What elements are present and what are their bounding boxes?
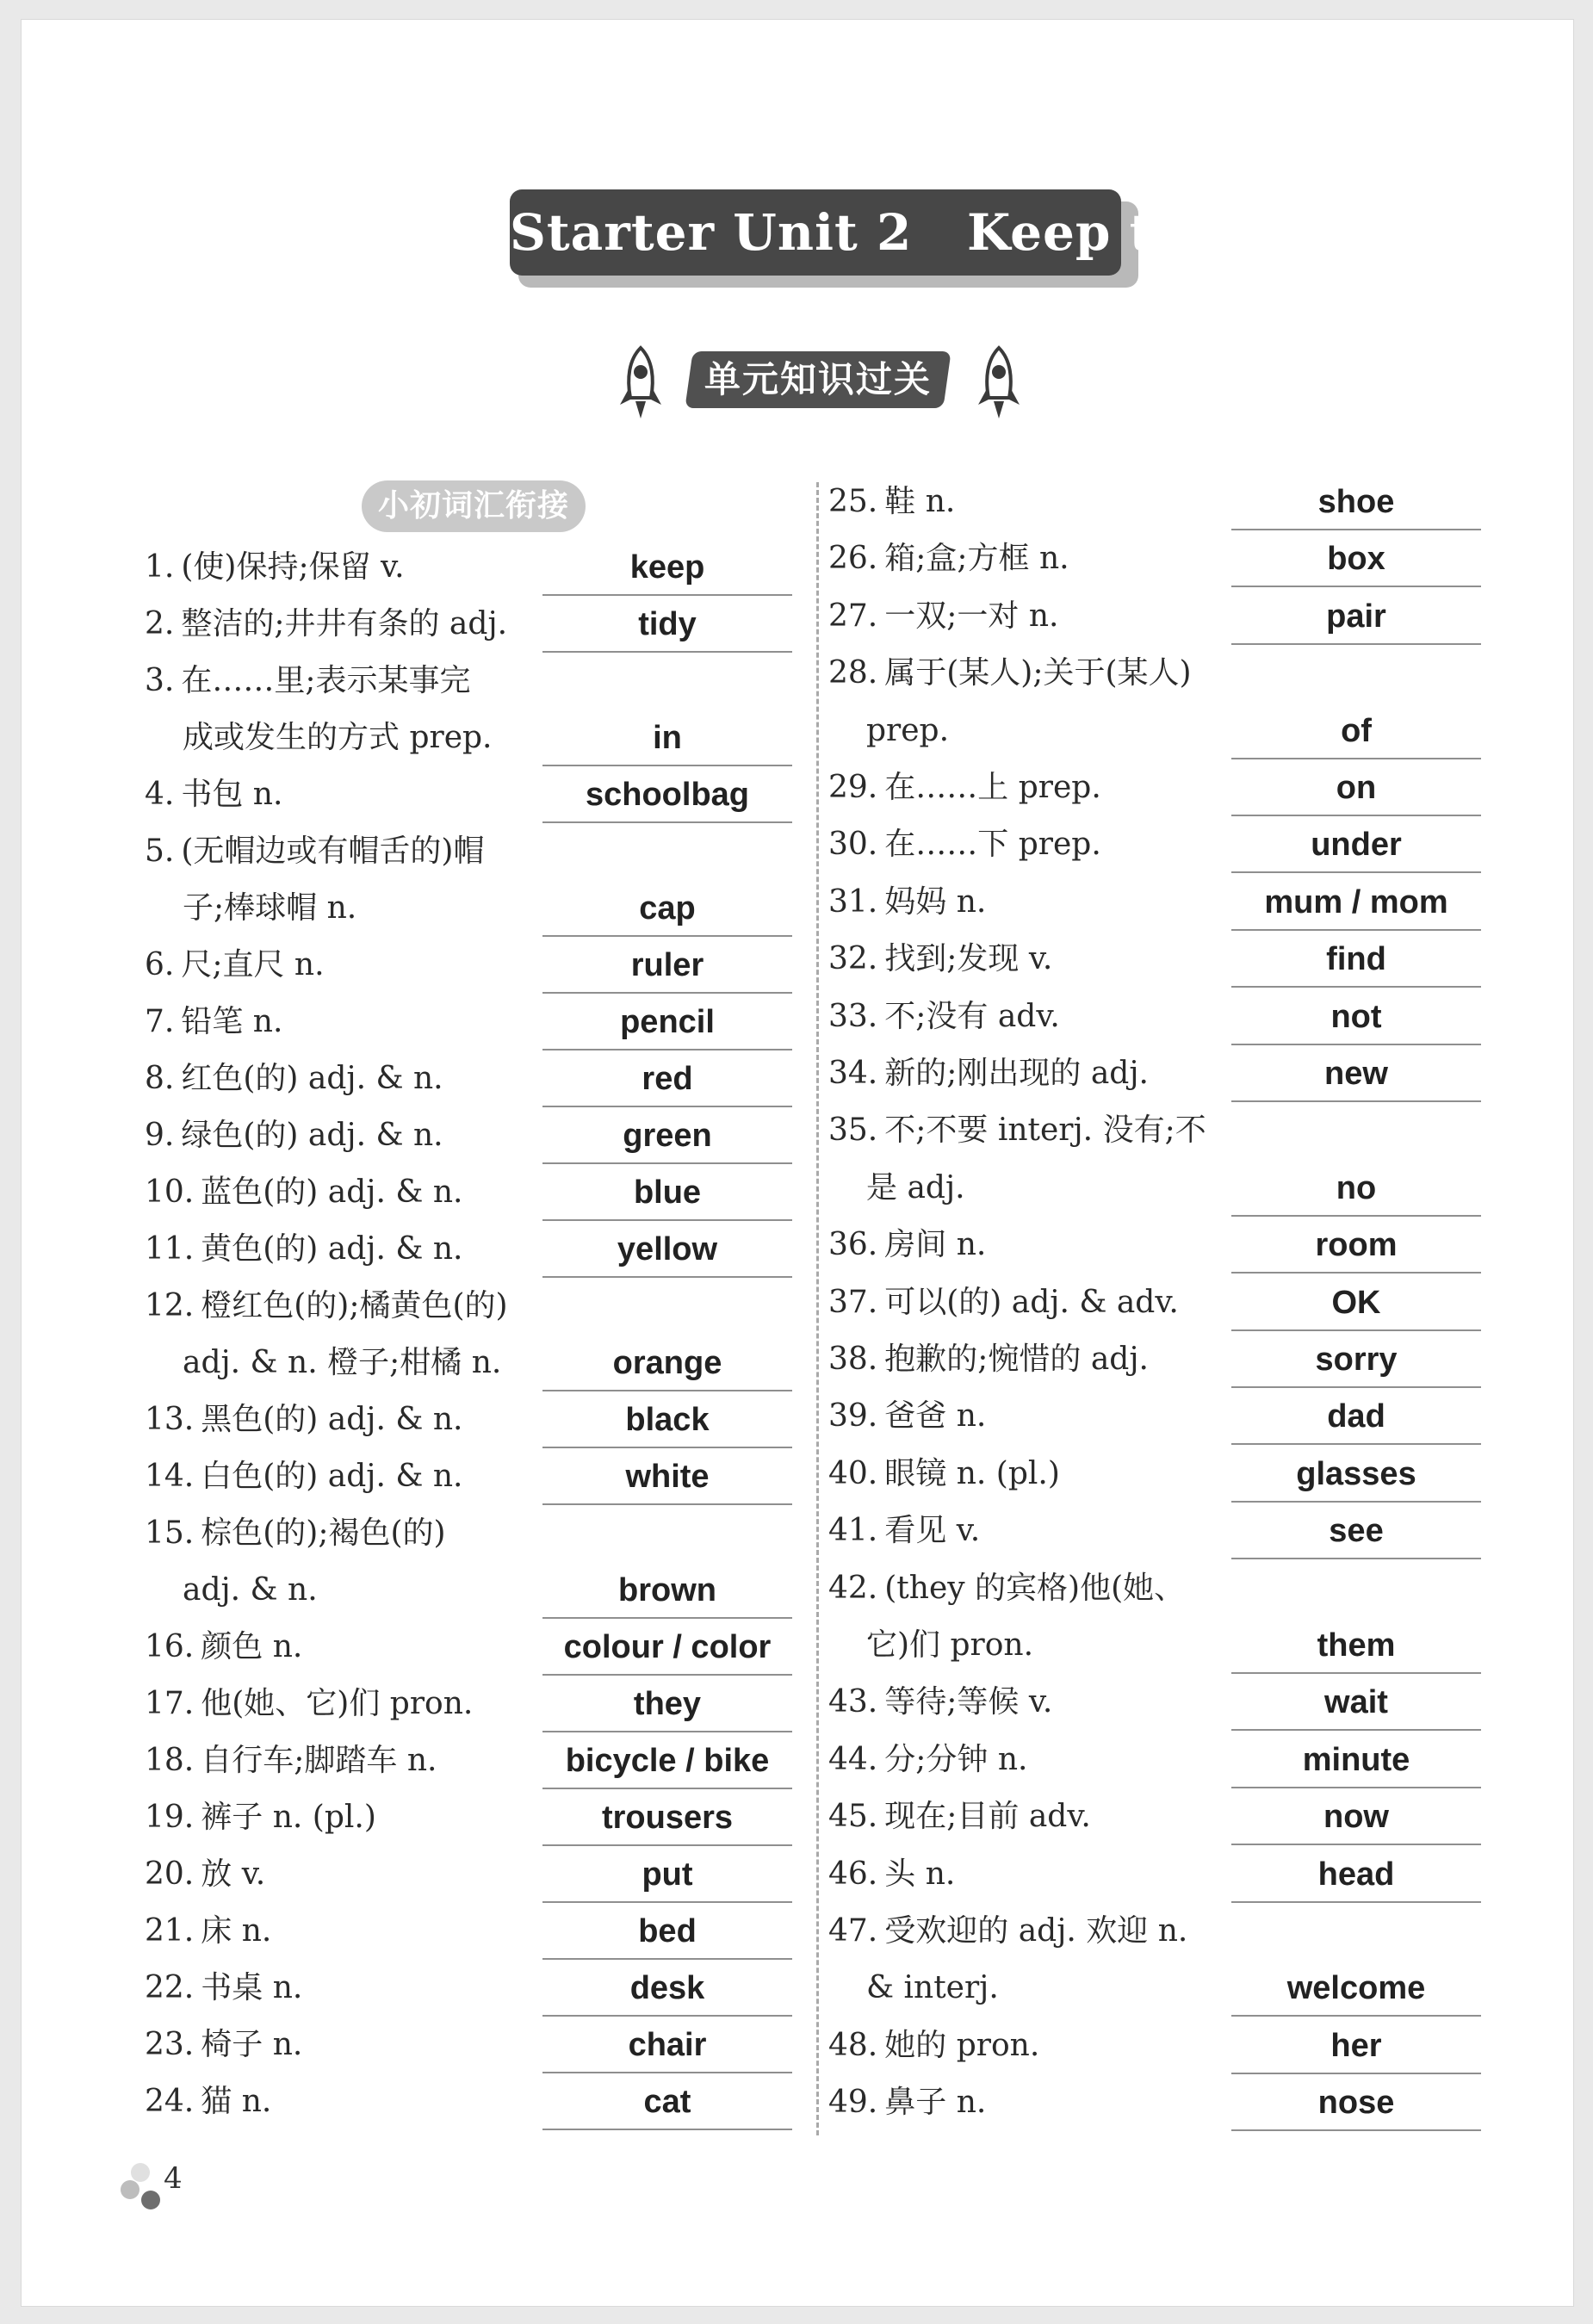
vocab-number: 15. [145,1515,195,1551]
vocab-answer: colour / color [542,1619,792,1676]
vocab-number: 24. [145,2084,195,2119]
vocab-answer: now [1231,1788,1481,1845]
vocab-prompt [145,2017,302,2073]
vocab-definition-continued: 它)们 pron. [866,1627,1034,1663]
vocab-definition: 属于(某人);关于(某人) [884,655,1192,691]
vocab-definition: 她的 pron. [884,2027,1040,2063]
vocab-answer: wait [1231,1674,1481,1731]
vocab-definition: 可以(的) adj. & adv. [884,1284,1179,1320]
vocab-answer: orange [542,1335,792,1391]
vocab-prompt [145,1789,376,1846]
vocab-prompt [145,1448,462,1505]
vocab-prompt [145,1278,508,1335]
vocab-definition: 现在;目前 adv. [884,1799,1091,1835]
vocab-definition: 新的;刚出现的 adj. [884,1056,1149,1091]
vocab-answer: head [1231,1846,1481,1903]
vocab-answer: tidy [542,596,792,653]
vocab-definition: 眼镜 n. (pl.) [884,1455,1060,1491]
vocab-number: 40. [828,1455,878,1491]
vocab-prompt [145,1505,446,1562]
vocab-prompt [145,1960,302,2017]
vocab-number: 4. [145,777,175,812]
vocab-prompt [828,1102,1206,1159]
vocab-answer: sorry [1231,1331,1481,1388]
vocab-answer: blue [542,1164,792,1221]
vocab-number: 35. [828,1112,878,1149]
vocab-prompt [828,1788,1091,1845]
vocab-answer: not [1231,988,1481,1045]
vocab-answer: ruler [542,937,792,994]
vocab-answer: OK [1231,1274,1481,1331]
vocab-number: 17. [145,1686,195,1721]
vocab-definition-continued: & interj. [866,1970,999,2006]
vocab-prompt [828,1732,1027,1788]
vocab-definition: 放 v. [201,1856,266,1892]
vocab-definition: 黄色(的) adj. & n. [201,1231,463,1267]
vocab-answer: welcome [1231,1960,1481,2017]
vocab-prompt [828,988,1060,1045]
vocab-answer: white [542,1448,792,1505]
vocab-answer: room [1231,1217,1481,1274]
vocab-definition: 房间 n. [884,1227,987,1263]
vocab-prompt [145,1391,462,1448]
vocab-prompt [145,596,507,653]
vocab-definition: 鼻子 n. [884,2085,987,2121]
vocab-answer: nose [1231,2074,1481,2131]
vocab-prompt [828,1045,1149,1102]
vocab-answer: keep [542,539,792,596]
vocab-number: 10. [145,1174,195,1210]
vocab-definition: 书包 n. [181,777,283,812]
vocab-answer: trousers [542,1789,792,1846]
vocab-answer: bed [542,1903,792,1960]
vocab-number: 18. [145,1743,195,1778]
vocab-definition: 铅笔 n. [181,1004,283,1039]
vocab-definition: 箱;盒;方框 n. [884,541,1069,577]
vocab-definition: 受欢迎的 adj. 欢迎 n. [884,1913,1188,1949]
unit-title-banner [510,189,1239,280]
vocab-number: 29. [828,770,878,805]
vocab-prompt [828,1674,1052,1731]
vocab-definition: 绿色(的) adj. & n. [181,1118,443,1153]
vocab-number: 33. [828,998,878,1034]
vocab-answer: chair [542,2017,792,2073]
vocab-definition: 裤子 n. (pl.) [201,1800,376,1835]
vocab-answer: find [1231,931,1481,988]
vocab-prompt [145,1619,302,1676]
vocab-number: 26. [828,541,878,577]
vocab-answer: mum / mom [1231,874,1481,931]
vocab-definition: 在……下 prep. [884,827,1101,863]
vocab-number: 1. [145,549,175,585]
vocab-number: 47. [828,1913,878,1949]
vocab-definition: 黑色(的) adj. & n. [201,1402,463,1437]
vocab-number: 30. [828,827,878,863]
vocab-definition: 分;分钟 n. [884,1741,1028,1777]
vocab-answer: red [542,1050,792,1107]
vocab-answer: glasses [1231,1446,1481,1503]
vocab-number: 23. [145,2027,195,2062]
vocab-number: 42. [828,1570,878,1606]
vocab-definition: 白色(的) adj. & n. [201,1459,463,1494]
vocab-prompt [828,1446,1060,1503]
vocab-answer: pencil [542,994,792,1050]
section-header [603,343,1033,429]
vocab-number: 3. [145,663,175,698]
vocab-prompt [145,1846,265,1903]
vocab-number: 41. [828,1513,878,1549]
vocab-definition-continued: adj. & n. 橙子;柑橘 n. [183,1345,502,1380]
vocab-answer: under [1231,816,1481,873]
vocab-answer: black [542,1391,792,1448]
vocab-number: 37. [828,1284,878,1320]
vocab-answer: put [542,1846,792,1903]
vocab-number: 44. [828,1741,878,1777]
vocab-prompt [145,994,282,1050]
vocab-answer: cap [542,880,792,937]
vocab-definition: 蓝色(的) adj. & n. [201,1174,463,1210]
vocab-number: 48. [828,2027,878,2063]
vocab-prompt [828,530,1069,587]
vocab-definition: 书桌 n. [201,1970,303,2005]
vocab-number: 45. [828,1799,878,1835]
vocab-prompt [828,588,1058,645]
vocab-definition: 抱歉的;惋惜的 adj. [884,1342,1149,1377]
vocab-prompt [145,2073,271,2130]
vocab-prompt [828,2074,986,2131]
vocab-definition: 他(她、它)们 pron. [201,1686,474,1721]
vocab-number: 32. [828,941,878,977]
vocab-prompt [145,937,325,994]
vocab-answer: schoolbag [542,766,792,823]
vocab-prompt [828,1503,980,1559]
vocab-definition-continued: 是 adj. [866,1169,965,1205]
page-ornament-icon [121,2180,139,2199]
vocab-answer: box [1231,530,1481,587]
vocab-number: 5. [145,834,175,869]
vocab-number: 36. [828,1227,878,1263]
vocab-definition: 橙红色(的);橘黄色(的) [201,1288,508,1323]
vocab-number: 21. [145,1913,195,1949]
vocab-number: 2. [145,606,175,641]
rocket-icon [615,344,666,422]
vocab-answer: pair [1231,588,1481,645]
vocab-prompt [145,1107,443,1164]
vocab-answer: no [1231,1160,1481,1217]
vocab-definition: 猫 n. [201,2084,272,2119]
vocab-answer: green [542,1107,792,1164]
vocab-prompt [828,1846,955,1903]
vocab-number: 7. [145,1004,175,1039]
vocab-number: 46. [828,1856,878,1892]
vocab-definition: 尺;直尺 n. [181,947,325,982]
page-ornament-icon [131,2163,150,2182]
vocab-definition: 颜色 n. [201,1629,303,1664]
rocket-icon [973,344,1025,422]
vocab-number: 34. [828,1056,878,1091]
vocab-answer: new [1231,1045,1481,1102]
vocab-definition: 棕色(的);褐色(的) [201,1515,446,1551]
vocab-prompt [145,539,405,596]
vocab-answer: brown [542,1562,792,1619]
vocab-number: 39. [828,1398,878,1435]
vocab-prompt [828,1274,1179,1331]
vocab-definition: 不;不要 interj. 没有;不 [884,1112,1206,1149]
vocab-definition-continued: 成或发生的方式 prep. [183,720,493,755]
vocab-number: 31. [828,883,878,920]
vocab-prompt [145,1903,271,1960]
vocab-answer: cat [542,2073,792,2130]
vocab-definition: 椅子 n. [201,2027,303,2062]
vocab-answer: in [542,710,792,766]
vocab-definition: (使)保持;保留 v. [181,549,405,585]
vocab-number: 8. [145,1061,175,1096]
vocab-answer: on [1231,759,1481,816]
vocab-prompt [828,645,1192,702]
vocab-prompt [145,1164,462,1221]
unit-title: Starter Unit 2 Keep tidy [510,189,1121,276]
vocab-number: 28. [828,655,878,691]
vocab-number: 11. [145,1231,195,1267]
vocab-answer: they [542,1676,792,1732]
vocab-prompt [145,1676,473,1732]
vocab-answer: bicycle / bike [542,1732,792,1789]
vocab-answer: yellow [542,1221,792,1278]
vocab-prompt [828,1331,1149,1388]
vocab-definition: (they 的宾格)他(她、 [884,1570,1186,1606]
vocab-definition: 头 n. [884,1856,956,1892]
vocab-definition: 等待;等候 v. [884,1684,1053,1720]
vocab-number: 19. [145,1800,195,1835]
vocab-prompt [828,1388,986,1445]
vocab-prompt [145,653,471,710]
vocab-answer: shoe [1231,474,1481,530]
vocab-definition-continued: prep. [866,712,950,748]
vocab-number: 12. [145,1288,195,1323]
vocab-definition: (无帽边或有帽舌的)帽 [181,834,485,869]
page-number: 4 [164,2161,183,2196]
vocab-prompt [145,1050,443,1107]
vocab-prompt [828,931,1052,988]
vocab-prompt [145,1732,437,1789]
vocab-number: 6. [145,947,175,982]
vocab-prompt [145,1221,462,1278]
vocab-number: 49. [828,2085,878,2121]
vocab-answer: them [1231,1617,1481,1674]
vocab-number: 13. [145,1402,195,1437]
vocab-number: 20. [145,1856,195,1892]
vocab-answer: of [1231,703,1481,759]
vocab-prompt [828,2017,1039,2074]
vocab-prompt [145,823,484,880]
vocab-answer: dad [1231,1388,1481,1445]
vocab-definition: 看见 v. [884,1513,981,1549]
vocab-number: 43. [828,1684,878,1720]
vocab-number: 16. [145,1629,195,1664]
vocab-definition: 整洁的;井井有条的 adj. [181,606,508,641]
vocab-number: 22. [145,1970,195,2005]
page-ornament-icon [141,2191,160,2209]
vocab-definition: 在……上 prep. [884,770,1101,805]
vocab-definition: 床 n. [201,1913,272,1949]
subsection-label: 小初词汇衔接 [362,480,586,532]
vocab-prompt [828,1560,1185,1617]
vocab-number: 27. [828,598,878,634]
vocab-definition-continued: adj. & n. [183,1572,318,1608]
vocab-definition: 红色(的) adj. & n. [181,1061,443,1096]
vocab-number: 25. [828,484,878,519]
vocab-number: 38. [828,1342,878,1377]
vocab-prompt [828,816,1101,873]
vocab-definition: 不;没有 adv. [884,998,1060,1034]
column-divider [816,482,819,2135]
vocab-answer: desk [542,1960,792,2017]
vocab-definition-continued: 子;棒球帽 n. [183,890,357,926]
vocab-definition: 自行车;脚踏车 n. [201,1743,437,1778]
section-banner-label: 单元知识过关 [704,358,932,400]
vocab-definition: 妈妈 n. [884,883,987,920]
vocab-definition: 一双;一对 n. [884,598,1059,634]
vocab-prompt [145,766,282,823]
vocab-prompt [828,1903,1187,1960]
vocab-definition: 鞋 n. [884,484,956,519]
vocab-prompt [828,1217,986,1274]
vocab-answer: see [1231,1503,1481,1559]
vocab-definition: 找到;发现 v. [884,941,1053,977]
section-banner [685,351,951,408]
vocab-prompt [828,474,955,530]
vocab-prompt [828,874,986,931]
vocab-number: 14. [145,1459,195,1494]
vocab-answer: her [1231,2017,1481,2074]
vocab-definition: 爸爸 n. [884,1398,987,1435]
vocab-answer: minute [1231,1732,1481,1788]
vocab-prompt [828,759,1101,816]
vocab-number: 9. [145,1118,175,1153]
vocab-definition: 在……里;表示某事完 [181,663,471,698]
